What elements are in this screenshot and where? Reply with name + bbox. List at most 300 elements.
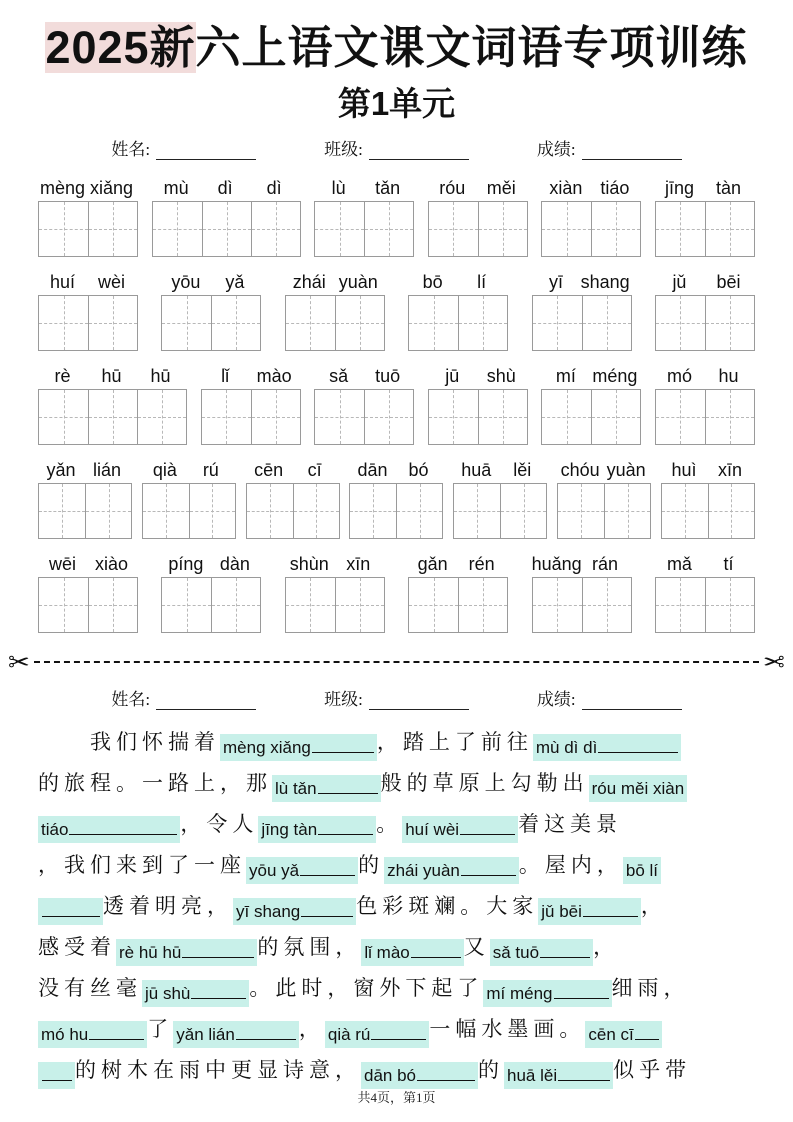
writing-cell[interactable]: [656, 390, 705, 444]
word-box-group: [408, 548, 508, 633]
writing-cell[interactable]: [458, 296, 507, 350]
blank-pinyin-hint: jū shù: [145, 983, 191, 1003]
blank-pinyin-hint: jǔ bēi: [541, 901, 582, 921]
word-box-group: [38, 266, 138, 351]
pinyin-fill-blank[interactable]: [538, 898, 641, 925]
pinyin-syllable: dì: [266, 177, 282, 198]
passage-text: ，我们来到了一座: [38, 852, 246, 877]
answer-underline[interactable]: [318, 778, 378, 793]
writing-cell[interactable]: [705, 296, 754, 350]
passage-text: 我们怀揣着: [38, 729, 220, 754]
pinyin-syllable: xiǎng: [89, 177, 134, 198]
writing-cell[interactable]: [211, 578, 260, 632]
answer-underline[interactable]: [191, 983, 246, 998]
pinyin-syllable: mí: [555, 365, 576, 386]
blank-pinyin-hint: yōu yǎ: [249, 860, 300, 880]
blank-pinyin-hint: dān bó: [364, 1065, 416, 1085]
writing-cell[interactable]: [429, 202, 478, 256]
answer-underline[interactable]: [554, 983, 609, 998]
answer-underline[interactable]: [182, 942, 254, 957]
passage-line: [38, 1050, 755, 1091]
pinyin-fill-blank[interactable]: [504, 1062, 613, 1089]
pinyin-syllable: tiáo: [600, 177, 630, 198]
word-box-group: [408, 266, 508, 351]
pinyin-syllable: mào: [256, 365, 292, 386]
pinyin-syllable: rán: [592, 553, 619, 574]
name-blank-line[interactable]: [156, 144, 256, 160]
pinyin-syllable: bēi: [716, 271, 741, 292]
passage-text: ，: [593, 934, 620, 959]
word-box-group: [142, 454, 236, 539]
answer-underline[interactable]: [89, 1024, 144, 1039]
word-box-group: [38, 454, 132, 539]
writing-cell[interactable]: [708, 484, 754, 538]
pinyin-fill-blank[interactable]: [325, 1021, 430, 1048]
pinyin-fill-blank[interactable]: [490, 939, 593, 966]
writing-cell[interactable]: [137, 390, 186, 444]
pinyin-syllable: bō: [422, 271, 443, 292]
pinyin-syllable: huā: [461, 459, 492, 480]
pinyin-syllable: xiào: [94, 553, 129, 574]
word-box-group: [38, 360, 187, 445]
class-field: [324, 135, 469, 160]
writing-cell[interactable]: [162, 296, 211, 350]
pinyin-syllable: mó: [666, 365, 692, 386]
passage-text: 细雨，: [611, 975, 690, 1000]
pinyin-syllable: mèng: [39, 177, 86, 198]
writing-cell[interactable]: [478, 202, 527, 256]
writing-cell[interactable]: [582, 578, 631, 632]
score-blank-line[interactable]: [582, 694, 682, 710]
pinyin-syllable: xīn: [346, 553, 371, 574]
writing-cell[interactable]: [591, 390, 640, 444]
pinyin-syllable: lí: [477, 271, 487, 292]
pinyin-syllable: wēi: [48, 553, 76, 574]
passage-line: [38, 722, 755, 763]
passage-text: ，: [298, 1016, 325, 1041]
writing-cell[interactable]: [143, 484, 189, 538]
answer-underline[interactable]: [318, 819, 373, 834]
word-box-group: [38, 548, 138, 633]
writing-cell[interactable]: [604, 484, 650, 538]
writing-cell[interactable]: [558, 484, 604, 538]
pinyin-syllable: dì: [217, 177, 233, 198]
writing-cell[interactable]: [39, 202, 88, 256]
pinyin-fill-blank[interactable]: [361, 1062, 478, 1089]
writing-cell[interactable]: [705, 202, 754, 256]
pinyin-syllable: rè: [54, 365, 71, 386]
pinyin-syllable: měi: [486, 177, 516, 198]
fill-in-passage: [38, 722, 755, 1091]
pinyin-fill-blank[interactable]: [402, 816, 518, 843]
info-fields-bottom: [0, 685, 793, 710]
word-box-group: [246, 454, 340, 539]
score-field: [537, 135, 682, 160]
writing-cell[interactable]: [542, 390, 591, 444]
word-box-group: [655, 548, 755, 633]
writing-cell[interactable]: [88, 202, 137, 256]
writing-cell[interactable]: [211, 296, 260, 350]
writing-cell[interactable]: [454, 484, 500, 538]
passage-text: 了: [147, 1016, 174, 1041]
name-blank-line[interactable]: [156, 694, 256, 710]
pinyin-syllable: tǎn: [375, 177, 401, 198]
answer-underline[interactable]: [558, 1065, 610, 1080]
passage-line: [38, 1009, 755, 1050]
blank-pinyin-hint: mí méng: [486, 983, 553, 1003]
passage-line: [38, 886, 755, 927]
word-box-group: [152, 172, 301, 257]
answer-underline[interactable]: [598, 737, 678, 752]
pinyin-fill-blank[interactable]: [38, 816, 180, 843]
pinyin-fill-blank[interactable]: [589, 775, 688, 802]
blank-pinyin-hint: bō lí: [625, 860, 659, 880]
writing-cell[interactable]: [39, 484, 85, 538]
page-title: [10, 22, 783, 74]
pinyin-fill-blank[interactable]: [142, 980, 249, 1007]
unit-subtitle: 第1单元: [337, 84, 456, 122]
class-blank-line[interactable]: [369, 694, 469, 710]
word-box-group: [38, 172, 138, 257]
answer-underline[interactable]: [42, 901, 100, 916]
answer-underline[interactable]: [411, 942, 461, 957]
word-box-group: [314, 172, 414, 257]
score-blank-line[interactable]: [582, 144, 682, 160]
passage-text: 的: [478, 1057, 504, 1082]
writing-cell[interactable]: [662, 484, 708, 538]
class-label: 班级:: [324, 139, 363, 159]
pinyin-fill-blank[interactable]: [38, 1062, 75, 1089]
blank-pinyin-hint: yǎn lián: [176, 1024, 235, 1044]
word-box-group: [349, 454, 443, 539]
word-box-group: [453, 454, 547, 539]
writing-cell[interactable]: [189, 484, 235, 538]
writing-cell[interactable]: [350, 484, 396, 538]
title-rest: 六上语文课文词语专项训练: [195, 22, 748, 73]
word-box-group: [655, 172, 755, 257]
pinyin-syllable: hu: [718, 365, 739, 386]
pinyin-syllable: shù: [486, 365, 516, 386]
word-box-group: [201, 360, 301, 445]
passage-text: 的: [358, 852, 385, 877]
writing-cell[interactable]: [656, 202, 705, 256]
passage-text: 透着明亮，: [103, 893, 233, 918]
passage-line: [38, 804, 755, 845]
writing-cell[interactable]: [500, 484, 546, 538]
name-field: [111, 685, 256, 710]
pinyin-syllable: mǎ: [666, 553, 692, 574]
pinyin-syllable: tuō: [375, 365, 401, 386]
writing-cell[interactable]: [286, 296, 335, 350]
passage-text: 一幅水墨画。: [429, 1016, 586, 1041]
pinyin-syllable: jū: [445, 365, 460, 386]
blank-pinyin-hint: huí wèi: [405, 819, 460, 839]
passage-text: ，: [640, 893, 667, 918]
pinyin-grid-row: [38, 172, 755, 257]
score-field: [537, 685, 682, 710]
writing-cell[interactable]: [591, 202, 640, 256]
writing-cell[interactable]: [409, 578, 458, 632]
writing-cell[interactable]: [533, 296, 582, 350]
writing-cell[interactable]: [202, 202, 251, 256]
pinyin-syllable: sǎ: [329, 365, 349, 386]
pinyin-syllable: huí: [49, 271, 76, 292]
pinyin-syllable: róu: [439, 177, 466, 198]
writing-cell[interactable]: [429, 390, 478, 444]
pinyin-syllable: cēn: [254, 459, 284, 480]
passage-text: 的旅程。一路上，那: [38, 770, 272, 795]
pinyin-syllable: hū: [150, 365, 171, 386]
word-box-group: [532, 548, 632, 633]
word-box-group: [428, 172, 528, 257]
pinyin-grid-row: [38, 454, 755, 539]
writing-cell[interactable]: [458, 578, 507, 632]
pinyin-syllable: yōu: [171, 271, 201, 292]
answer-underline[interactable]: [540, 942, 590, 957]
pinyin-syllable: rén: [468, 553, 495, 574]
answer-underline[interactable]: [236, 1024, 296, 1039]
title-highlighted-part: 2025新: [45, 22, 196, 73]
blank-pinyin-hint: qià rú: [327, 1024, 371, 1044]
pinyin-syllable: lěi: [513, 459, 532, 480]
passage-text: 。此时，窗外下起了: [249, 975, 484, 1000]
answer-underline[interactable]: [371, 1024, 426, 1039]
pinyin-syllable: wèi: [97, 271, 125, 292]
word-box-group: [161, 548, 261, 633]
blank-pinyin-hint: sǎ tuō: [492, 942, 540, 962]
pinyin-syllable: xīn: [717, 459, 742, 480]
answer-underline[interactable]: [42, 1065, 72, 1080]
pinyin-fill-blank[interactable]: [585, 1021, 661, 1048]
pinyin-syllable: dān: [357, 459, 388, 480]
score-label: 成绩:: [536, 689, 576, 709]
pinyin-syllable: jǔ: [672, 271, 687, 292]
pinyin-syllable: mù: [163, 177, 189, 198]
blank-pinyin-hint: mù dì dì: [535, 737, 598, 757]
pinyin-fill-blank[interactable]: [361, 939, 463, 966]
answer-underline[interactable]: [301, 901, 353, 916]
name-label: 姓名:: [111, 689, 151, 709]
answer-underline[interactable]: [461, 860, 516, 875]
writing-cell[interactable]: [85, 484, 131, 538]
info-fields-top: [0, 135, 793, 160]
passage-text: 。: [376, 811, 403, 836]
answer-underline[interactable]: [583, 901, 638, 916]
passage-text: 般的草原上勾勒出: [380, 770, 589, 795]
word-box-group: [541, 172, 641, 257]
word-box-group: [285, 266, 385, 351]
passage-line: [38, 927, 755, 968]
pinyin-syllable: cī: [307, 459, 322, 480]
name-label: 姓名:: [111, 139, 151, 159]
pinyin-syllable: gǎn: [417, 553, 448, 574]
pinyin-syllable: jīng: [664, 177, 694, 198]
blank-pinyin-hint: zhái yuàn: [387, 860, 460, 880]
class-field: [324, 685, 469, 710]
writing-cell[interactable]: [364, 390, 413, 444]
page-footer: 共4页，第1页: [357, 1090, 436, 1105]
writing-cell[interactable]: [251, 202, 300, 256]
passage-text: 又: [463, 934, 490, 959]
writing-cell[interactable]: [478, 390, 527, 444]
writing-cell[interactable]: [409, 296, 458, 350]
writing-cell[interactable]: [705, 578, 754, 632]
word-box-group: [285, 548, 385, 633]
writing-cell[interactable]: [335, 296, 384, 350]
writing-cell[interactable]: [251, 390, 300, 444]
writing-cell[interactable]: [162, 578, 211, 632]
pinyin-fill-blank[interactable]: [483, 980, 611, 1007]
word-box-group: [161, 266, 261, 351]
passage-text: 。屋内，: [518, 852, 623, 877]
writing-cell[interactable]: [542, 202, 591, 256]
pinyin-fill-blank[interactable]: [384, 857, 519, 884]
pinyin-syllable: yī: [549, 271, 564, 292]
word-box-group: [428, 360, 528, 445]
name-field: [111, 135, 256, 160]
pinyin-syllable: yuàn: [338, 271, 378, 292]
pinyin-fill-blank[interactable]: [623, 857, 661, 884]
pinyin-syllable: méng: [592, 365, 638, 386]
writing-cell[interactable]: [656, 578, 705, 632]
passage-text: 似乎带: [613, 1057, 692, 1082]
cut-dashed-line: [34, 661, 759, 663]
writing-cell[interactable]: [202, 390, 251, 444]
writing-cell[interactable]: [88, 390, 137, 444]
writing-cell[interactable]: [364, 202, 413, 256]
word-box-group: [655, 266, 755, 351]
pinyin-syllable: tàn: [715, 177, 741, 198]
pinyin-syllable: rú: [202, 459, 219, 480]
blank-pinyin-hint: mó hu: [41, 1024, 89, 1044]
passage-text: 没有丝毫: [38, 975, 142, 1000]
answer-underline[interactable]: [300, 860, 355, 875]
writing-cell[interactable]: [533, 578, 582, 632]
pinyin-syllable: píng: [168, 553, 204, 574]
pinyin-syllable: chóu: [560, 459, 600, 480]
writing-cell[interactable]: [39, 578, 88, 632]
passage-text: 色彩斑斓。大家: [356, 893, 539, 918]
passage-line: [38, 968, 755, 1009]
writing-cell[interactable]: [247, 484, 293, 538]
blank-pinyin-hint: tiáo: [41, 819, 69, 839]
pinyin-syllable: tí: [723, 553, 734, 574]
answer-underline[interactable]: [69, 819, 177, 834]
blank-pinyin-hint: cēn cī: [588, 1024, 634, 1044]
pinyin-syllable: hū: [101, 365, 122, 386]
pinyin-syllable: qià: [152, 459, 177, 480]
pinyin-fill-blank[interactable]: [533, 734, 681, 761]
writing-cell[interactable]: [315, 202, 364, 256]
pinyin-grid-row: [38, 266, 755, 351]
pinyin-syllable: huǎng: [531, 553, 582, 574]
scissors-icon: ✂: [763, 646, 785, 677]
passage-text: 着这美景: [518, 811, 623, 836]
writing-cell[interactable]: [153, 202, 202, 256]
pinyin-syllable: shùn: [289, 553, 329, 574]
pinyin-fill-blank[interactable]: [220, 734, 377, 761]
word-box-group: [541, 360, 641, 445]
blank-pinyin-hint: róu měi xiàn: [591, 778, 685, 798]
pinyin-fill-blank[interactable]: [246, 857, 358, 884]
word-box-group: [314, 360, 414, 445]
blank-pinyin-hint: lǐ mào: [364, 942, 410, 962]
pinyin-syllable: lián: [92, 459, 122, 480]
scissors-icon: ✂: [8, 646, 30, 677]
answer-underline[interactable]: [460, 819, 515, 834]
passage-line: [38, 845, 755, 886]
pinyin-syllable: bó: [408, 459, 429, 480]
cut-line: [8, 646, 785, 677]
writing-cell[interactable]: [582, 296, 631, 350]
pinyin-syllable: yǎn: [46, 459, 76, 480]
blank-pinyin-hint: rè hū hū: [119, 942, 182, 962]
pinyin-writing-grids: [38, 172, 755, 633]
pinyin-fill-blank[interactable]: [272, 775, 381, 802]
writing-cell[interactable]: [39, 296, 88, 350]
pinyin-syllable: zhái: [292, 271, 326, 292]
writing-cell[interactable]: [293, 484, 339, 538]
pinyin-fill-blank[interactable]: [38, 898, 103, 925]
pinyin-fill-blank[interactable]: [116, 939, 257, 966]
writing-cell[interactable]: [705, 390, 754, 444]
passage-line: [38, 763, 755, 804]
pinyin-fill-blank[interactable]: [258, 816, 376, 843]
pinyin-syllable: lù: [331, 177, 346, 198]
blank-pinyin-hint: mèng xiǎng: [223, 737, 311, 757]
pinyin-fill-blank[interactable]: [173, 1021, 299, 1048]
blank-pinyin-hint: jīng tàn: [261, 819, 318, 839]
pinyin-grid-row: [38, 360, 755, 445]
writing-cell[interactable]: [656, 296, 705, 350]
word-box-group: [557, 454, 651, 539]
pinyin-syllable: yuàn: [606, 459, 646, 480]
writing-cell[interactable]: [396, 484, 442, 538]
pinyin-syllable: yǎ: [225, 271, 245, 292]
writing-cell[interactable]: [88, 296, 137, 350]
answer-underline[interactable]: [635, 1024, 659, 1039]
passage-text: 的氛围，: [257, 934, 362, 959]
pinyin-syllable: xiàn: [549, 177, 583, 198]
class-blank-line[interactable]: [369, 144, 469, 160]
writing-cell[interactable]: [39, 390, 88, 444]
passage-text: ，踏上了前往: [376, 729, 533, 754]
blank-pinyin-hint: huā lěi: [507, 1065, 558, 1085]
word-box-group: [661, 454, 755, 539]
blank-pinyin-hint: yī shang: [236, 901, 301, 921]
pinyin-syllable: huì: [671, 459, 697, 480]
passage-text: 的树木在雨中更显诗意，: [75, 1057, 361, 1082]
passage-text: 感受着: [38, 934, 116, 959]
answer-underline[interactable]: [312, 737, 374, 752]
pinyin-syllable: lǐ: [221, 365, 230, 386]
pinyin-grid-row: [38, 548, 755, 633]
writing-cell[interactable]: [88, 578, 137, 632]
pinyin-fill-blank[interactable]: [38, 1021, 147, 1048]
writing-cell[interactable]: [335, 578, 384, 632]
blank-pinyin-hint: lù tǎn: [275, 778, 317, 798]
pinyin-syllable: dàn: [219, 553, 250, 574]
class-label: 班级:: [324, 689, 363, 709]
writing-cell[interactable]: [315, 390, 364, 444]
pinyin-fill-blank[interactable]: [233, 898, 356, 925]
word-box-group: [532, 266, 632, 351]
word-box-group: [655, 360, 755, 445]
score-label: 成绩:: [536, 139, 576, 159]
writing-cell[interactable]: [286, 578, 335, 632]
pinyin-syllable: shang: [580, 271, 630, 292]
answer-underline[interactable]: [417, 1065, 475, 1080]
